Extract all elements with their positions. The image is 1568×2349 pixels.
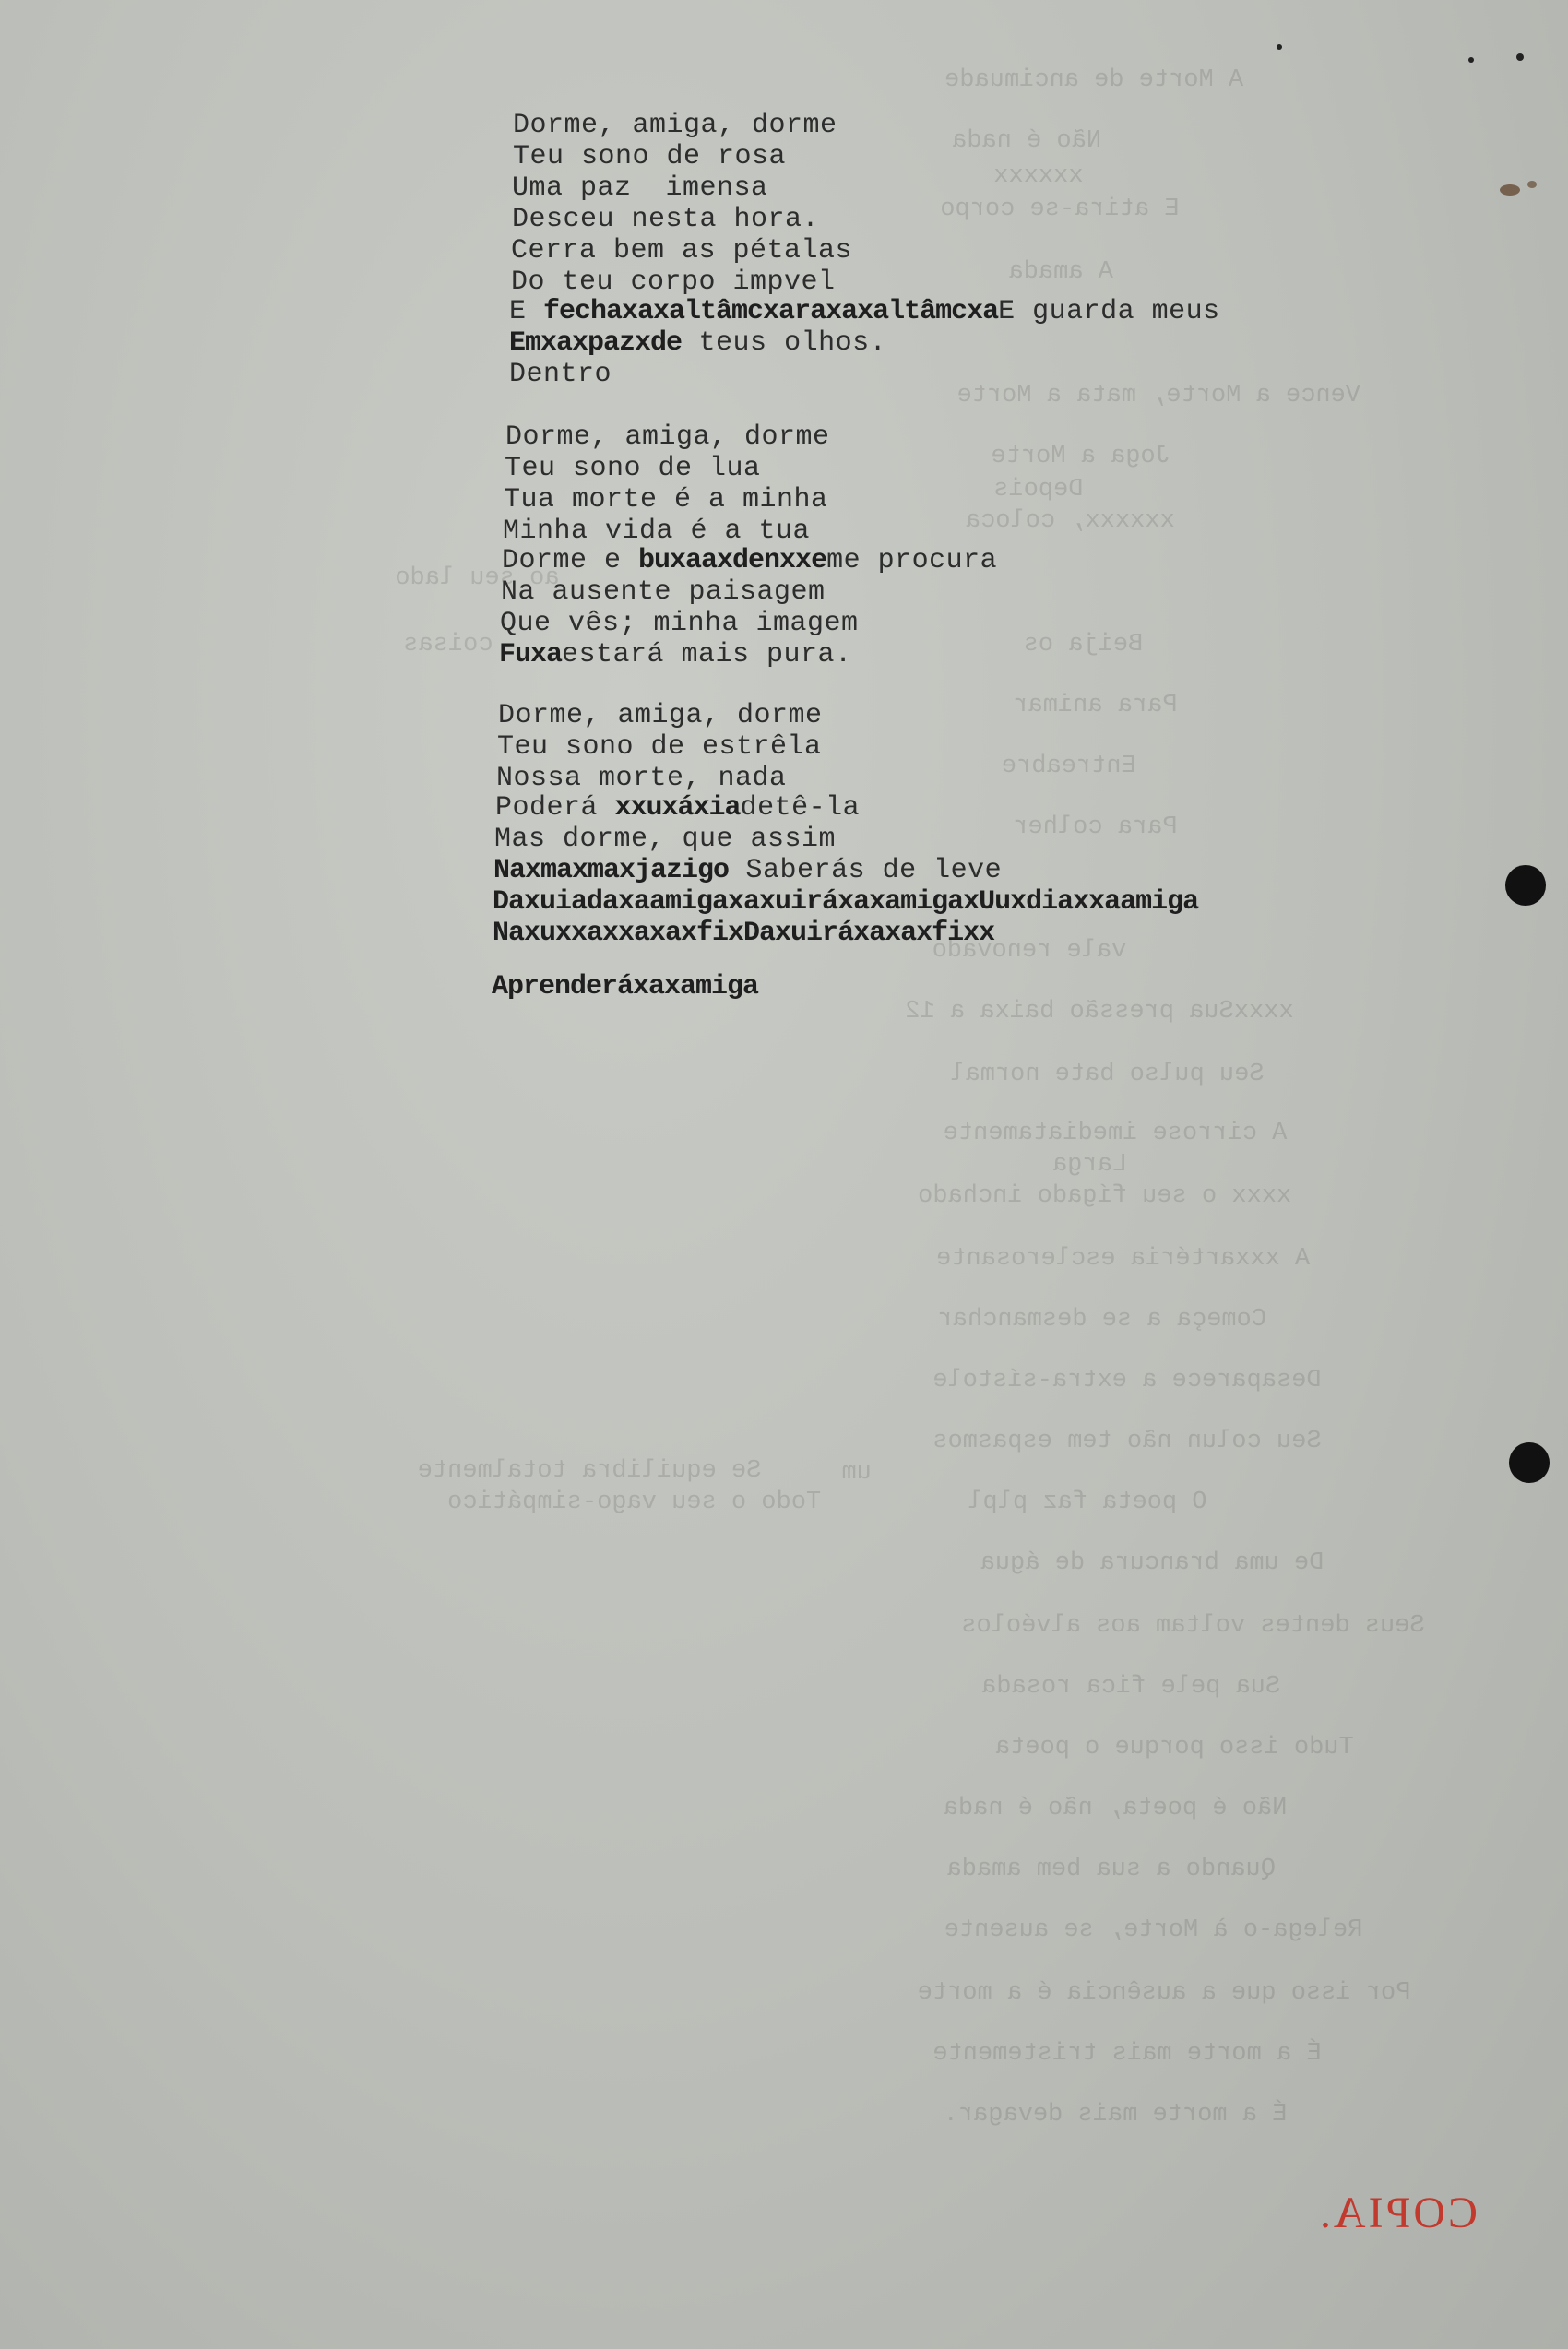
line-prefix: Poderá [495,792,615,824]
bleed-line: Por isso que a ausência é a morte [917,1979,1411,2007]
poem-line: Teu sono de estrêla [497,731,822,763]
struck-text: NaxuxxaxxaxaxfixDaxuiráxaxaxfixx [493,918,995,949]
stain [1527,181,1537,188]
bleed-line: Larga [1052,1151,1128,1179]
bleed-line: Quando a sua bem amada [946,1856,1276,1883]
poem-line: Dorme, amiga, dorme [498,700,823,731]
stain [1500,184,1520,196]
bleed-line: É a morte mais tristemente [932,2040,1322,2068]
poem-line: Do teu corpo impvel [511,267,836,298]
struck-text: fechaxaxaltâmcxaraxaxaltâmcxa [543,296,999,327]
poem-line: Mas dorme, que assim [494,824,837,855]
line-prefix: Dorme e [502,545,639,576]
bleed-line: coisas [403,631,493,658]
poem-line: Tua morte é a minha [504,484,828,516]
bleed-line: xxxxxx [993,162,1084,190]
poem-line-revised [509,297,1220,326]
speck [1277,44,1282,50]
poem-line: Que vês; minha imagem [500,608,859,639]
bleed-line: Não é poeta, não é nada [943,1795,1288,1822]
poem-line-struck [493,887,1198,917]
bleed-line: Entreabre [1001,753,1136,780]
poem-line: Uma paz imensa [512,172,768,204]
bleed-line: Joga a Morte [991,443,1170,470]
bleed-line: xxxxxx, coloca [965,507,1175,535]
poem-line: Dentro [509,359,612,390]
struck-text: xxuxáxia [614,792,741,824]
bleed-line: Todo o seu vago-simpático [447,1489,822,1516]
line-text: teus olhos. [682,327,887,359]
bleed-line: A amada [1008,258,1113,286]
poem-line: Dorme, amiga, dorme [505,421,830,453]
bleed-line: Desaparece a extra-sístole [932,1367,1322,1394]
bleed-line: Seus dentes voltam aos alvéolos [961,1612,1425,1640]
line-text: estará mais pura. [562,639,852,670]
poem-line: Minha vida é a tua [503,516,811,547]
line-text: detê-la [740,792,861,824]
poem-line-struck [493,919,994,948]
poem-line: Desceu nesta hora. [512,204,820,235]
bleed-line: Beija os [1023,631,1144,658]
struck-text: Emxaxpazxde [509,327,683,359]
bleed-line: A Morte de ancimuade [944,66,1244,94]
poem-line-revised [493,856,1002,885]
bleed-line: ao seu lado [395,564,560,592]
poem-line: Teu sono de lua [505,453,761,484]
bleed-line: E atira-se corpo [940,196,1180,223]
poem-line: Na ausente paisagem [501,576,826,608]
bleed-line: Começa a se desmanchar [937,1306,1266,1334]
line-text: Saberás de leve [729,855,1003,886]
bleed-line: Para colher [1013,813,1178,841]
line-tail: E guarda meus [998,296,1220,327]
bleed-line: Para animar [1013,692,1178,719]
bleed-line: Relega-o à Morte, se ausente [944,1916,1363,1944]
poem-line: Teu sono de rosa [513,141,787,172]
poem-line: Nossa morte, nada [496,763,787,794]
bleed-line: Depois [993,476,1084,504]
struck-text: buxaaxdenxxe [638,545,827,576]
struck-text: Aprenderáxaxamiga [492,971,759,1002]
poem-line-revised [499,640,852,670]
bleed-line: Vence a Morte, mata a Morte [956,382,1360,409]
bleed-line: Seu pulso bate normal [950,1061,1265,1088]
bleed-line: xxxxSua pressão baixa a 12 [905,998,1294,1026]
struck-text: DaxuiadaxaamigaxaxuiráxaxamigaxUuxdiaxxaamiga [493,886,1199,918]
speck [1516,53,1524,61]
speck [1468,57,1474,63]
poem-line-revised [495,793,860,823]
poem-line-revised [509,328,886,358]
bleed-line: Seu colun não tem espasmos [932,1428,1322,1455]
bleed-line: De uma brancura de água [980,1549,1324,1577]
bleed-line: Tudo isso porque o poeta [994,1734,1354,1762]
bleed-line: É a morte mais devagar. [943,2101,1288,2129]
poem-line-struck [492,972,758,1002]
poem-line: Cerra bem as pétalas [511,235,853,267]
bleed-line: A cirrose imediatamente [943,1120,1288,1147]
punch-hole [1505,865,1546,906]
struck-text: Fuxa [499,639,563,670]
line-text: me procura [826,545,998,576]
bleed-line: vale renovado [932,937,1127,965]
poem-line-revised [502,546,997,575]
bleed-line: Sua pele fica rosada [981,1673,1281,1701]
bleed-line: A xxxartéria esclerosante [936,1245,1311,1273]
bleed-line: Não é nada [952,127,1102,155]
bleed-line: xxxx o seu fígado inchado [918,1182,1292,1210]
bleed-line: um [841,1459,872,1487]
line-prefix: E [509,296,544,327]
copia-stamp: COPIA. [1317,2189,1479,2237]
poem-line: Dorme, amiga, dorme [513,110,837,141]
bleed-line: Se equilibra totalmente [417,1457,762,1485]
punch-hole [1509,1442,1550,1483]
bleed-line: O poeta faz plpl [968,1489,1207,1516]
struck-text: Naxmaxmaxjazigo [493,855,730,886]
